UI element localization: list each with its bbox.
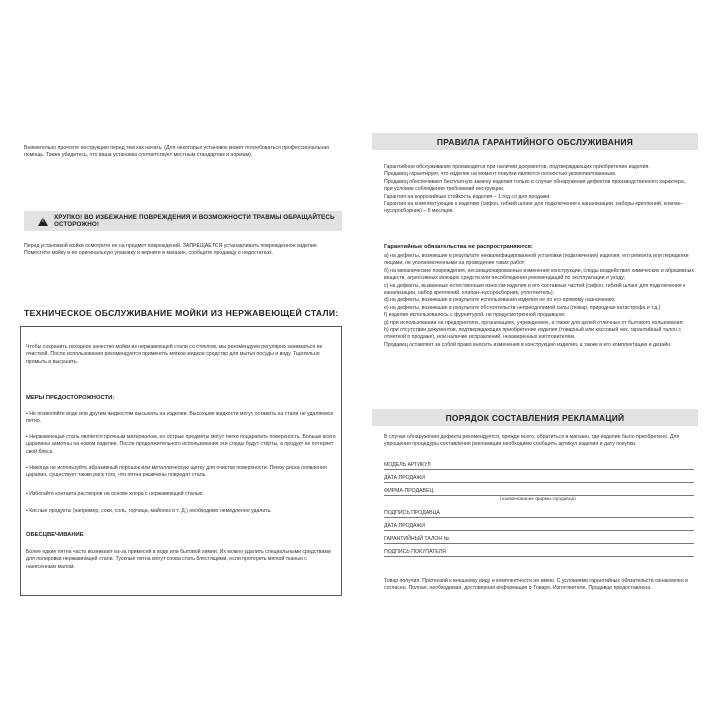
form-row-seller-firm[interactable] bbox=[384, 488, 694, 496]
form-row-coupon[interactable] bbox=[384, 536, 694, 544]
exclusion-item: с) на дефекты, вызванные естественным износом изделия и его составных частей (сифон, гибкий шланг для подключения к канализации, набор креплений, клапан–нусоросборник, уплотнитель); bbox=[384, 282, 686, 297]
exclusion-item: е) на дефекты, возникшие в результате обстоятельств непреодолимой силы (пожар, природная катастрофа и т.д.) bbox=[384, 304, 661, 311]
precaution-item-3: • Никогда не используйте абразивный порошок или металлическую щетку для очистки поверхности. Пемзу риска появления царапин, существует также риск того, что пятна ржавчины повредят сталь bbox=[26, 465, 327, 479]
decolor-title: ОБЕСЦВЕЧИВАНИЕ bbox=[26, 532, 84, 538]
warranty-title: ПРАВИЛА ГАРАНТИЙНОГО ОБСЛУЖИВАНИЯ bbox=[372, 133, 698, 150]
precautions-title: МЕРЫ ПРЕДОСТОРОЖНОСТИ: bbox=[26, 395, 115, 401]
article-line bbox=[384, 469, 694, 470]
sale-date-line bbox=[384, 482, 694, 483]
form-row-seller-sign[interactable] bbox=[384, 510, 694, 518]
warranty-rule-2: Продавец гарантирует, что изделие на момент покупки является полностью укомплектованным. bbox=[384, 171, 617, 178]
decolor-paragraph: Более едкие пятна часто возникают из-за примесей в воде или бытовой химии. Их можно удалить специальными средствами для полировки нержавеющей стали. Тусклые пятна могут снова стать блестящими, если протереть мягкой тканью с нанесенным малом. bbox=[26, 549, 331, 570]
sale-date-2-line bbox=[384, 530, 694, 531]
fragile-warning-text: ХРУПКО! ВО ИЗБЕЖАНИЕ ПОВРЕЖДЕНИЯ И ВОЗМОЖНОСТИ ТРАВМЫ ОБРАЩАЙТЕСЬ ОСТОРОЖНО! bbox=[54, 214, 335, 228]
form-row-sale-date-2[interactable] bbox=[384, 523, 694, 531]
seller-sign-label: ПОДПИСЬ ПРОДАВЦА bbox=[384, 510, 440, 516]
article-label: МОДЕЛЬ АРТИКУЛ bbox=[384, 462, 431, 468]
form-row-sale-date[interactable] bbox=[384, 475, 694, 483]
exclusion-item: Продавец оставляет за собой право вносить изменения в конструкцию изделия, а также в его комплектацию и дизайн. bbox=[384, 341, 672, 348]
coupon-label: ГАРАНТИЙНЫЙ ТАЛОН № bbox=[384, 536, 450, 542]
exclusion-item: а) на дефекты, возникшие в результате неквалифицированной установки (подключения) изделия, его ремонта или переделки лицами, не уполномоченными на проведение таких работ; bbox=[384, 253, 689, 267]
warranty-rule-1: Гарантийное обслуживание производится при наличии документов, подтверждающих приобретение изделия. bbox=[384, 164, 650, 170]
exclusion-item: h) при отсутствии документов, подтверждающих приобретение изделия (товарный или кассовый чек, гарантийный талон с отметкой о продаже), или наличие исправлений, незаверенных изготовителем. bbox=[384, 327, 681, 341]
intro-paragraph: Внимательно прочтите инструкцию перед тем как начать. (Для некоторых установок может потребоваться профессиональная помощь. Также убедитесь, что ваша установка соответствует местным стандартам и нормам). bbox=[24, 145, 329, 159]
maintenance-title: ТЕХНИЧЕСКОЕ ОБСЛУЖИВАНИЕ МОЙКИ ИЗ НЕРЖАВЕЮЩЕЙ СТАЛИ: bbox=[24, 308, 339, 318]
seller-sign-line bbox=[384, 517, 694, 518]
exclusion-item: g) при использовании на предприятиях, организациях, учреждениях, а также для целей отличных от бытового пользования; bbox=[384, 319, 684, 326]
exclusion-item: б) на механические повреждения, несанкционированные изменения конструкции, следы воздействия химических и абразивных веществ, агрессивных моющих средств или несоблюдения рекомендаций по эксплуатации и уходу; bbox=[384, 267, 694, 282]
acceptance-footer: Товар получил. Претензий к внешнему виду и комплектности не имею. С условиями гарантийных обязательств ознакомлен и согласен. Полная, необходимая, достоверная информация о Товаре, Изготовителе, Продавце предоставлена. bbox=[384, 578, 688, 592]
precaution-item-2: • Нержавеющая сталь является прочным материалом, но острые предметы могут легко поцарапать поверхность. Больше всего царапины заметны на новом изделии. После продолжительного использования эти следы будут стёрты, а продукт не потеряет свой блеск. bbox=[26, 434, 336, 455]
buyer-sign-line bbox=[384, 556, 694, 557]
warning-icon: ! bbox=[38, 217, 48, 226]
exclusions-title: Гарантийные обязательства не распространяются: bbox=[384, 244, 533, 250]
exclusion-item: d) на дефекты, возникшие в результате использования изделия не по его прямому назначению; bbox=[384, 297, 616, 304]
precaution-item-5: • Кислые продукты (например, соки, соль, горчица, майонез и т. Д.) необходимо немедленно удалить. bbox=[26, 508, 272, 514]
precaution-item-4: • Избегайте контакта растворов на основе хлора с нержавеющей сталью. bbox=[26, 491, 204, 497]
precaution-item-1: • Не позволяйте воде или другим жидкостям высыхать на изделии. Высохшие жидкости могут оставить на стали не удаляемое пятно. bbox=[26, 411, 334, 425]
sale-date-2-label: ДАТА ПРОДАЖИ bbox=[384, 523, 425, 529]
sale-date-label: ДАТА ПРОДАЖИ bbox=[384, 475, 425, 481]
inspection-paragraph: Перед установкой мойки осмотрите ее на предмет повреждений. ЗАПРЕЩАЕТСЯ устанавливать поврежденное изделие. Поместите мойку в ее оригинальную упаковку и верните в магазин, сообщите продавцу о недостатках. bbox=[24, 243, 319, 257]
warranty-rule-3: Продавец обеспечивает бесплатную замену изделия только в случае обнаружения дефектов производственного характера, при условии соблюдения требований инструкции. bbox=[384, 178, 686, 193]
form-row-article[interactable] bbox=[384, 462, 694, 470]
seller-firm-note: (наименование фирмы-продавца) bbox=[500, 497, 576, 502]
seller-firm-label: ФИРМА-ПРОДАВЕЦ bbox=[384, 488, 434, 494]
fragile-warning-banner bbox=[24, 211, 342, 231]
seller-firm-line bbox=[384, 495, 694, 496]
exclusions-list bbox=[384, 253, 694, 349]
exclusion-item: f) изделие использовалось с фурнитурой, не предусмотренной продавцом; bbox=[384, 312, 566, 319]
buyer-sign-label: ПОДПИСЬ ПОКУПАТЕЛЯ bbox=[384, 549, 446, 555]
maintenance-box bbox=[20, 326, 342, 596]
form-row-buyer-sign[interactable] bbox=[384, 549, 694, 557]
claims-paragraph: В случае обнаружения дефекта рекомендуется, прежде всего, обратиться в магазин, где изделие было приобретено. Для упрощения процедуры составления рекламации необходимо сообщить артикул изделия и дату покупки. bbox=[384, 434, 680, 448]
warranty-rule-5: Гарантия на комплектующие к изделию (сифон, гибкий шланг для подключения к канализации, наборы креплений, клапан–нусоросборник) – 6 месяцев. bbox=[384, 201, 684, 215]
maintenance-intro: Чтобы сохранить исходное качество мойки из нержавеющей стали со стеклом, мы рекомендуем регулярно заниматься ее очисткой. После использования рекомендуется применять мягкое жидкое средство для мытья посуды и воду. Тщательно промыть и высушить. bbox=[26, 344, 323, 365]
claims-title: ПОРЯДОК СОСТАВЛЕНИЯ РЕКЛАМАЦИЙ bbox=[372, 409, 698, 426]
coupon-line bbox=[384, 543, 694, 544]
warranty-rule-4: Гарантия на коррозийные стойкость изделия – 1 год со дня продажи. bbox=[384, 193, 551, 200]
warranty-rules bbox=[384, 164, 694, 216]
